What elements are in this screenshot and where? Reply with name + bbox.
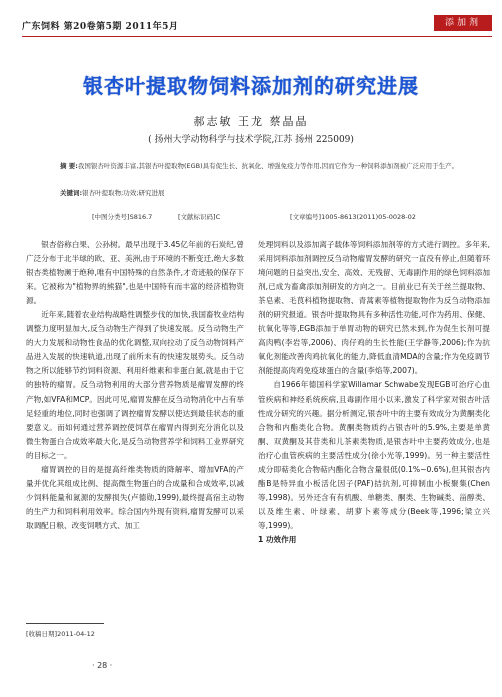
abstract-label: 摘 要: bbox=[60, 162, 78, 170]
page-header bbox=[0, 0, 502, 40]
keywords-text: 银杏叶提取物;功效;研究进展 bbox=[82, 189, 165, 197]
authors: 郝志敏 王龙 蔡晶晶 bbox=[193, 115, 309, 128]
header-divider bbox=[22, 36, 492, 37]
paragraph: 近年来,随着农业结构战略性调整步伐的加快,我国畜牧业结构调整力度明显加大,反刍动物生产得到了快速发展。反刍动物生产的大力发展和动物性食品的优化调整,双向拉动了反刍动物饲料产品进入发展的快速轨道,出现了前所未有的快速发展势头。反刍动物之所以能够节约饲料资源、利用纤维素和非蛋白氮,就是由于它的独特的瘤胃。反刍动物利用的大部分营养物质是瘤胃发酵的终产物,如VFA和MCP。因此可见,瘤胃发酵在反刍动物消化中占有举足轻重的地位,同时也强调了调控瘤胃发酵以使达到最佳状态的重要意义。而如何通过营养调控使饲草在瘤胃内得到充分消化以及微生物蛋白合成效率最大化,是反刍动物营养学和饲料工业界研究的目标之一。 bbox=[26, 310, 244, 460]
article-number: [文章编号]1005-8613(2011)05-0028-02 bbox=[290, 213, 416, 221]
footnote-divider bbox=[26, 623, 104, 624]
journal-info: 广东饲料 第20卷第5期 2011年5月 bbox=[22, 22, 179, 32]
document-code: [文献标识码]C bbox=[178, 213, 221, 221]
received-date: [收稿日期]2011-04-12 bbox=[26, 630, 95, 638]
body-column-left bbox=[26, 238, 244, 533]
section-heading: 1 功效作用 bbox=[258, 534, 297, 544]
page-number: · 28 · bbox=[92, 661, 113, 670]
keywords-label: 关键词: bbox=[60, 189, 83, 197]
body-column-right bbox=[258, 238, 490, 547]
abstract bbox=[60, 161, 464, 172]
keywords bbox=[60, 188, 165, 197]
classification-row bbox=[0, 212, 502, 224]
section-label: 添加剂 bbox=[434, 15, 492, 31]
clc-number: [中图分类号]S816.7 bbox=[92, 213, 153, 221]
paragraph: 银杏俗称白果、公孙树。最早出现于3.45亿年前的石炭纪,曾广泛分布于北半球的欧、亚、美洲,由于环境的不断变迁,绝大多数银杏类植物濒于绝种,唯有中国特殊的自然条件,才奇迹般的保存下来。它被称为"植物界的熊猫",也是中国特有而丰富的经济植物资源。 bbox=[26, 240, 244, 306]
article-title: 银杏叶提取物饲料添加剂的研究进展 bbox=[83, 74, 419, 98]
paragraph: 自1966年德国科学家Willamar Schwabe发现EGB可治疗心血管疾病和神经系统疾病,且毒副作用小以来,激发了科学家对银杏叶活性成分研究的兴趣。据分析测定,银杏叶中的主要有效成分为黄酮类化合物和内酯类化合物。黄酮类物质约占银杏叶的5.9%,主要是单黄酮、双黄酮及其苷类和儿茶素类物质,是银杏叶中主要药效成分,也是治疗心血管疾病的主要活性成分(徐小光等,1999)。另一种主要活性成分即萜类化合物萜内酯化合物含量很低(0.1%~0.6%),但其银杏内酯B是特异血小板活化因子(PAF)拮抗剂,可抑制血小板聚集(Chen等,1998)。另外还含有有机酸、单糖类、酮类、生物碱类、甾醇类、以及维生素、叶绿素、胡萝卜素等成分(Beek等,1996;梁立兴等,1999)。 bbox=[258, 380, 490, 530]
affiliation: ( 扬州大学动物科学与技术学院,江苏 扬州 225009) bbox=[148, 135, 354, 145]
paragraph: 处理饲料以及添加离子载体等饲料添加剂等的方式进行调控。多年来,采用饲料添加剂调控反刍动物瘤胃发酵的研究一直没有停止,但随着环境问题的日益突出,安全、高效、无残留、无毒副作用的绿色饲料添加剂,已成为畜禽添加剂研发的方向之一。目前业已有关于丝兰提取物、茶皂素、毛茛科植物提取物、青蒿素等植物提取物作为反刍动物添加剂的研究报道。银杏叶提取物具有多种活性功能,可作为药用、保健、抗氧化等等,EGB添加于单胃动物的研究已然未到,作为促生长剂可提高肉鸭(李岩等,2006)、肉仔鸡的生长性能(王学静等,2006);作为抗氧化剂能改善肉鸡抗氧化的能力,降低血清MDA的含量;作为免疫调节剂能提高肉鸡免疫球蛋白的含量(李焰等,2007)。 bbox=[258, 240, 490, 376]
abstract-text: 我国银杏叶资源丰富,其银杏叶提取物(EGB)具有促生长、抗氧化、增强免疫力等作用,因而它作为一种饲料添加剂被广泛应用于生产。 bbox=[77, 162, 459, 170]
paragraph: 瘤胃调控的目的是提高纤维类物质的降解率、增加VFA的产量并优化其组成比例、提高微生物蛋白的合成量和合成效率,以减少饲料能量和氮源的发酵损失(卢德勋,1999),最终提高宿主动物的生产力和饲料利用效率。综合国内外现有资料,瘤胃发酵可以采取调配日粮、改变饲喂方式、加工 bbox=[26, 464, 244, 530]
